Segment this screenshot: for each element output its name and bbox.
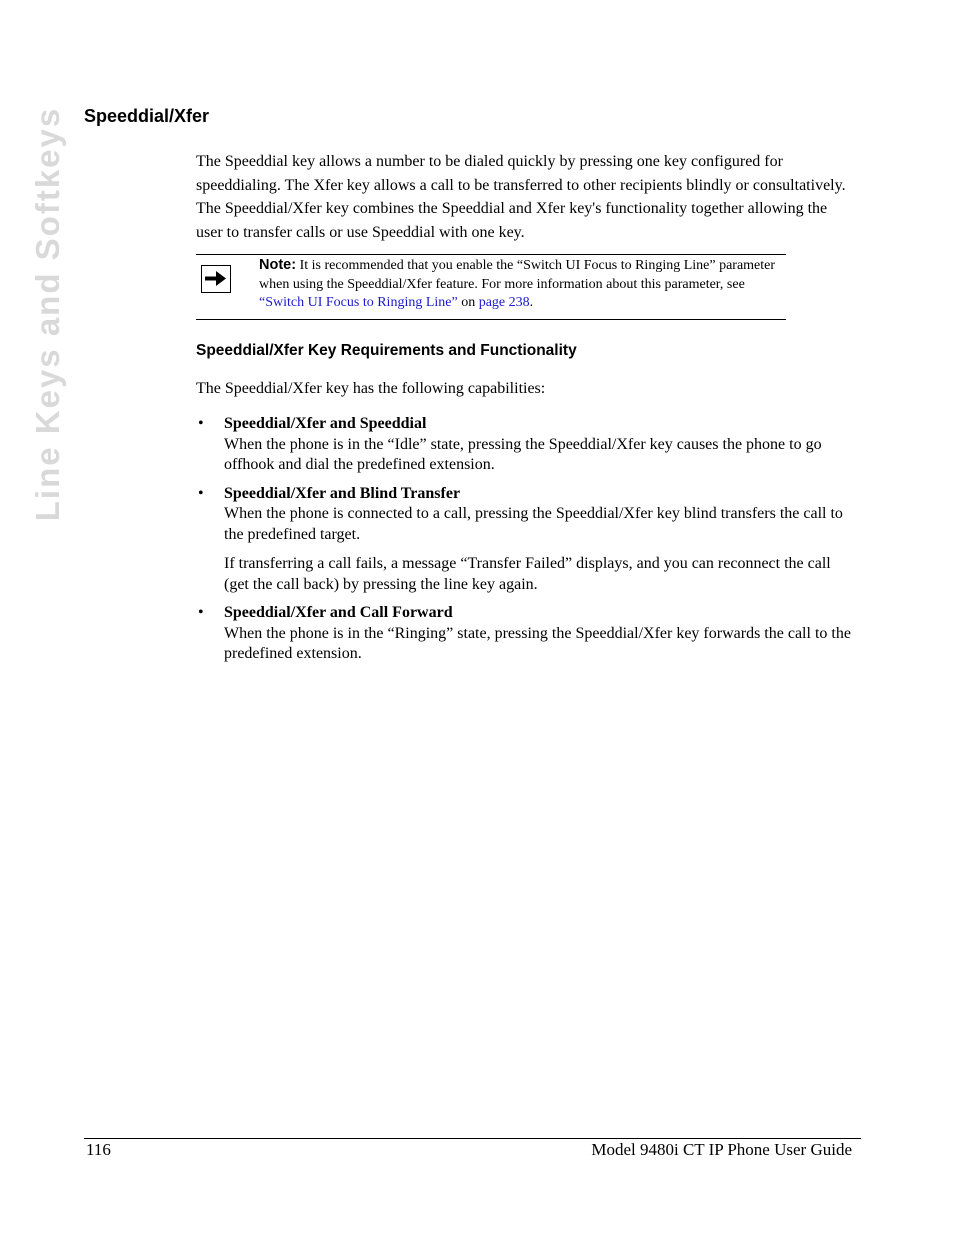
arrow-right-icon xyxy=(201,265,231,293)
bullet-body: When the phone is connected to a call, pressing the Speeddial/Xfer key blind transfers the call to the predefined target. xyxy=(224,505,843,543)
side-tab-text: Line Keys and Softkeys xyxy=(29,106,66,522)
note-text-2: on xyxy=(461,295,476,310)
list-item xyxy=(196,603,856,665)
bullet-title: Speeddial/Xfer and Speeddial xyxy=(224,415,427,432)
guide-title: Model 9480i CT IP Phone User Guide xyxy=(591,1140,852,1159)
section-title: Speeddial/Xfer xyxy=(84,106,210,126)
bullet-glyph: • xyxy=(198,604,204,621)
page-number: 116 xyxy=(86,1140,111,1159)
bullet-body: When the phone is in the “Ringing” state, pressing the Speeddial/Xfer key forwards the call to the predefined extension. xyxy=(224,624,851,662)
footer-rule xyxy=(84,1138,861,1139)
intro-paragraph: The Speeddial key allows a number to be dialed quickly by pressing one key configured for speeddialing. The Xfer key allows a call to be transferred to other recipients blindly or consultatively. The Speeddial/Xfer key combines the Speeddial and Xfer key's functionality together allowing the user to transfer calls or use Speeddial with one key. xyxy=(196,153,846,241)
note-text xyxy=(259,256,779,313)
lead-paragraph: The Speeddial/Xfer key has the following capabilities: xyxy=(196,380,546,397)
bullet-title: Speeddial/Xfer and Call Forward xyxy=(224,604,453,621)
capabilities-list xyxy=(196,414,856,673)
list-item xyxy=(196,414,856,476)
subheading: Speeddial/Xfer Key Requirements and Functionality xyxy=(196,342,577,359)
note-box xyxy=(196,254,786,320)
bullet-body: When the phone is in the “Idle” state, pressing the Speeddial/Xfer key causes the phone to go offhook and dial the predefined extension. xyxy=(224,435,822,473)
link-switch-ui-focus[interactable]: “Switch UI Focus to Ringing Line” xyxy=(259,295,458,310)
link-page-238[interactable]: page 238 xyxy=(478,295,530,310)
note-text-1: It is recommended that you enable the “Switch UI Focus to Ringing Line” parameter when using the Speeddial/Xfer feature. For more information about this parameter, see xyxy=(259,258,776,292)
note-text-3: . xyxy=(529,295,534,310)
bullet-title: Speeddial/Xfer and Blind Transfer xyxy=(224,484,461,502)
note-label: Note: xyxy=(259,257,297,273)
list-item xyxy=(196,484,856,596)
bullet-glyph: • xyxy=(198,484,204,502)
bullet-extra: If transferring a call fails, a message “Transfer Failed” displays, and you can reconnect the call (get the call back) by pressing the line key again. xyxy=(224,555,831,593)
side-tab-chapter-label xyxy=(20,108,76,520)
bullet-glyph: • xyxy=(198,415,204,432)
